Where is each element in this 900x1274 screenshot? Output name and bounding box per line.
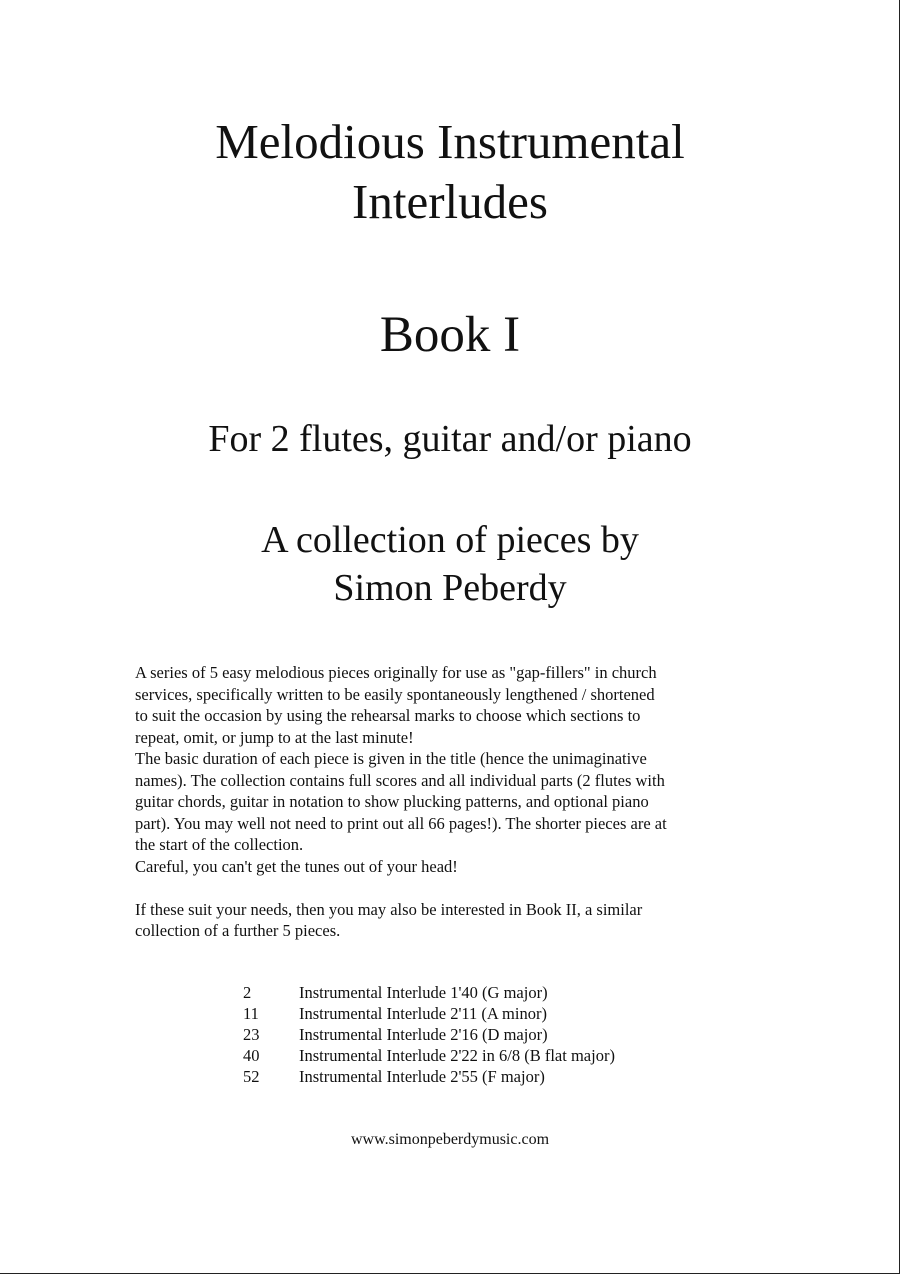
toc-page-number: 11 — [243, 1004, 259, 1023]
composer-name: Simon Peberdy — [333, 567, 567, 609]
toc-row — [243, 1003, 615, 1024]
toc-page-number: 23 — [243, 1025, 260, 1044]
book-two-note-line: If these suit your needs, then you may also be interested in Book II, a similar — [135, 899, 643, 919]
toc-row — [243, 1066, 615, 1087]
description-line: repeat, omit, or jump to at the last minute! — [135, 727, 414, 747]
toc-row — [243, 1024, 615, 1045]
toc-piece-title: Instrumental Interlude 2'16 (D major) — [299, 1025, 548, 1044]
description-line: The basic duration of each piece is given in the title (hence the unimaginative — [135, 749, 647, 768]
description-line: part). You may well not need to print out all 66 pages!). The shorter pieces are at — [135, 813, 667, 833]
collection-line-1: A collection of pieces by — [261, 519, 639, 561]
description-line: A series of 5 easy melodious pieces originally for use as "gap-fillers" in church — [135, 663, 657, 682]
author-credit — [0, 516, 900, 612]
title-line-2: Interludes — [352, 174, 548, 229]
toc-row — [243, 1045, 615, 1066]
book-heading: Book I — [379, 307, 521, 363]
description-block — [135, 662, 775, 942]
book-two-note-line: collection of a further 5 pieces. — [135, 921, 341, 940]
toc-piece-title: Instrumental Interlude 2'11 (A minor) — [299, 1004, 547, 1023]
description-line: the start of the collection. — [135, 835, 304, 854]
description-line: guitar chords, guitar in notation to show plucking patterns, and optional piano — [135, 792, 649, 811]
toc-row — [243, 982, 615, 1003]
document-title — [0, 112, 900, 232]
title-line-1: Melodious Instrumental — [215, 114, 685, 169]
toc-page-number: 2 — [243, 983, 252, 1002]
description-line: names). The collection contains full scores and all individual parts (2 flutes with — [135, 770, 665, 790]
paragraph-spacer — [135, 877, 775, 899]
table-of-contents — [243, 982, 615, 1087]
toc-page-number: 52 — [243, 1067, 260, 1086]
toc-piece-title: Instrumental Interlude 2'22 in 6/8 (B flat major) — [299, 1046, 615, 1065]
instrumentation-subtitle: For 2 flutes, guitar and/or piano — [208, 418, 692, 460]
description-line: Careful, you can't get the tunes out of your head! — [135, 856, 458, 876]
toc-page-number: 40 — [243, 1046, 260, 1065]
description-line: services, specifically written to be easily spontaneously lengthened / shortened — [135, 684, 655, 704]
toc-piece-title: Instrumental Interlude 2'55 (F major) — [299, 1067, 545, 1086]
description-line: to suit the occasion by using the rehearsal marks to choose which sections to — [135, 706, 641, 725]
website-url: www.simonpeberdymusic.com — [350, 1131, 550, 1148]
toc-piece-title: Instrumental Interlude 1'40 (G major) — [299, 983, 548, 1002]
